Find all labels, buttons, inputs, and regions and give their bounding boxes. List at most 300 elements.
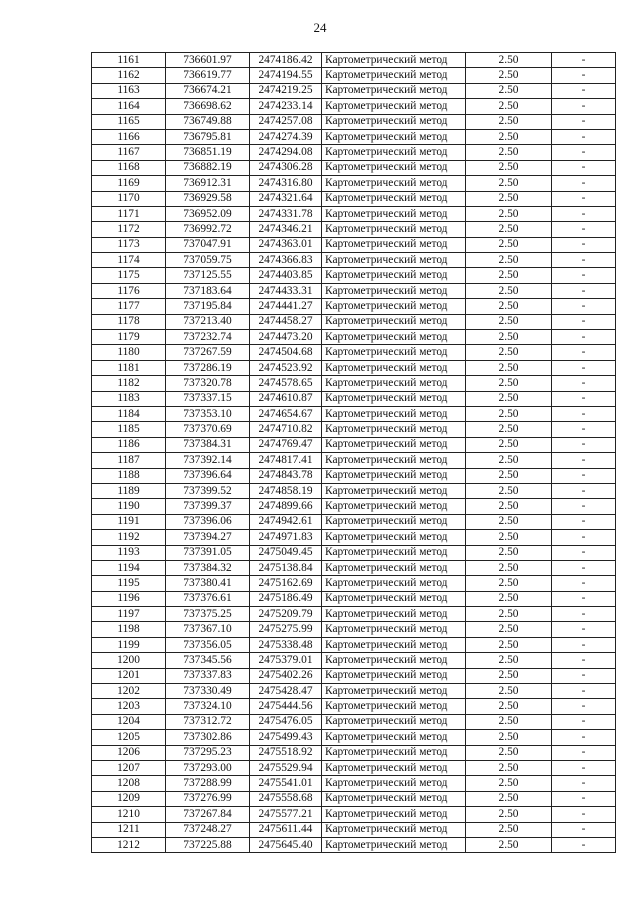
point-number-cell: 1161 — [92, 53, 166, 68]
x-coordinate-cell: 736619.77 — [166, 68, 250, 83]
accuracy-cell: 2.50 — [466, 591, 552, 606]
y-coordinate-cell: 2475428.47 — [250, 684, 322, 699]
x-coordinate-cell: 737394.27 — [166, 530, 250, 545]
accuracy-cell: 2.50 — [466, 807, 552, 822]
note-cell: - — [552, 176, 616, 191]
method-cell: Картометрический метод — [322, 406, 466, 421]
y-coordinate-cell: 2474321.64 — [250, 191, 322, 206]
x-coordinate-cell: 737396.64 — [166, 468, 250, 483]
method-cell: Картометрический метод — [322, 129, 466, 144]
accuracy-cell: 2.50 — [466, 684, 552, 699]
accuracy-cell: 2.50 — [466, 437, 552, 452]
accuracy-cell: 2.50 — [466, 360, 552, 375]
point-number-cell: 1177 — [92, 299, 166, 314]
table-row — [92, 499, 616, 514]
y-coordinate-cell: 2474233.14 — [250, 99, 322, 114]
x-coordinate-cell: 737370.69 — [166, 422, 250, 437]
point-number-cell: 1179 — [92, 330, 166, 345]
accuracy-cell: 2.50 — [466, 699, 552, 714]
accuracy-cell: 2.50 — [466, 330, 552, 345]
method-cell: Картометрический метод — [322, 545, 466, 560]
point-number-cell: 1167 — [92, 145, 166, 160]
table-row — [92, 237, 616, 252]
method-cell: Картометрический метод — [322, 422, 466, 437]
x-coordinate-cell: 737288.99 — [166, 776, 250, 791]
method-cell: Картометрический метод — [322, 776, 466, 791]
note-cell: - — [552, 668, 616, 683]
table-row — [92, 206, 616, 221]
x-coordinate-cell: 737337.83 — [166, 668, 250, 683]
table-row — [92, 191, 616, 206]
x-coordinate-cell: 737213.40 — [166, 314, 250, 329]
note-cell: - — [552, 730, 616, 745]
accuracy-cell: 2.50 — [466, 545, 552, 560]
x-coordinate-cell: 737367.10 — [166, 622, 250, 637]
method-cell: Картометрический метод — [322, 437, 466, 452]
table-row — [92, 330, 616, 345]
method-cell: Картометрический метод — [322, 206, 466, 221]
x-coordinate-cell: 737125.55 — [166, 268, 250, 283]
table-row — [92, 807, 616, 822]
table-row — [92, 622, 616, 637]
x-coordinate-cell: 736674.21 — [166, 83, 250, 98]
table-row — [92, 176, 616, 191]
method-cell: Картометрический метод — [322, 391, 466, 406]
x-coordinate-cell: 737267.59 — [166, 345, 250, 360]
y-coordinate-cell: 2474306.28 — [250, 160, 322, 175]
y-coordinate-cell: 2474899.66 — [250, 499, 322, 514]
note-cell: - — [552, 68, 616, 83]
point-number-cell: 1204 — [92, 714, 166, 729]
x-coordinate-cell: 736851.19 — [166, 145, 250, 160]
note-cell: - — [552, 684, 616, 699]
method-cell: Картометрический метод — [322, 68, 466, 83]
note-cell: - — [552, 483, 616, 498]
x-coordinate-cell: 737353.10 — [166, 406, 250, 421]
method-cell: Картометрический метод — [322, 314, 466, 329]
note-cell: - — [552, 191, 616, 206]
point-number-cell: 1199 — [92, 637, 166, 652]
point-number-cell: 1196 — [92, 591, 166, 606]
x-coordinate-cell: 737375.25 — [166, 607, 250, 622]
point-number-cell: 1193 — [92, 545, 166, 560]
point-number-cell: 1211 — [92, 822, 166, 837]
point-number-cell: 1194 — [92, 560, 166, 575]
accuracy-cell: 2.50 — [466, 607, 552, 622]
accuracy-cell: 2.50 — [466, 483, 552, 498]
y-coordinate-cell: 2474654.67 — [250, 406, 322, 421]
note-cell: - — [552, 283, 616, 298]
note-cell: - — [552, 776, 616, 791]
method-cell: Картометрический метод — [322, 253, 466, 268]
y-coordinate-cell: 2474363.01 — [250, 237, 322, 252]
y-coordinate-cell: 2475476.05 — [250, 714, 322, 729]
table-row — [92, 99, 616, 114]
method-cell: Картометрический метод — [322, 622, 466, 637]
accuracy-cell: 2.50 — [466, 99, 552, 114]
method-cell: Картометрический метод — [322, 684, 466, 699]
method-cell: Картометрический метод — [322, 607, 466, 622]
x-coordinate-cell: 736912.31 — [166, 176, 250, 191]
accuracy-cell: 2.50 — [466, 114, 552, 129]
method-cell: Картометрический метод — [322, 99, 466, 114]
table-row — [92, 653, 616, 668]
y-coordinate-cell: 2475275.99 — [250, 622, 322, 637]
x-coordinate-cell: 737293.00 — [166, 760, 250, 775]
table-row — [92, 699, 616, 714]
point-number-cell: 1176 — [92, 283, 166, 298]
method-cell: Картометрический метод — [322, 653, 466, 668]
accuracy-cell: 2.50 — [466, 376, 552, 391]
table-row — [92, 422, 616, 437]
point-number-cell: 1208 — [92, 776, 166, 791]
method-cell: Картометрический метод — [322, 160, 466, 175]
point-number-cell: 1201 — [92, 668, 166, 683]
accuracy-cell: 2.50 — [466, 653, 552, 668]
y-coordinate-cell: 2474294.08 — [250, 145, 322, 160]
x-coordinate-cell: 737376.61 — [166, 591, 250, 606]
table-row — [92, 483, 616, 498]
note-cell: - — [552, 237, 616, 252]
point-number-cell: 1180 — [92, 345, 166, 360]
point-number-cell: 1174 — [92, 253, 166, 268]
x-coordinate-cell: 736882.19 — [166, 160, 250, 175]
x-coordinate-cell: 737059.75 — [166, 253, 250, 268]
table-row — [92, 268, 616, 283]
note-cell: - — [552, 760, 616, 775]
accuracy-cell: 2.50 — [466, 514, 552, 529]
method-cell: Картометрический метод — [322, 745, 466, 760]
method-cell: Картометрический метод — [322, 530, 466, 545]
y-coordinate-cell: 2474257.08 — [250, 114, 322, 129]
y-coordinate-cell: 2474843.78 — [250, 468, 322, 483]
y-coordinate-cell: 2474194.55 — [250, 68, 322, 83]
point-number-cell: 1181 — [92, 360, 166, 375]
table-row — [92, 776, 616, 791]
note-cell: - — [552, 268, 616, 283]
method-cell: Картометрический метод — [322, 283, 466, 298]
method-cell: Картометрический метод — [322, 637, 466, 652]
method-cell: Картометрический метод — [322, 299, 466, 314]
y-coordinate-cell: 2475049.45 — [250, 545, 322, 560]
point-number-cell: 1182 — [92, 376, 166, 391]
accuracy-cell: 2.50 — [466, 776, 552, 791]
accuracy-cell: 2.50 — [466, 499, 552, 514]
method-cell: Картометрический метод — [322, 237, 466, 252]
table-row — [92, 222, 616, 237]
accuracy-cell: 2.50 — [466, 837, 552, 852]
x-coordinate-cell: 737320.78 — [166, 376, 250, 391]
method-cell: Картометрический метод — [322, 730, 466, 745]
point-number-cell: 1202 — [92, 684, 166, 699]
table-row — [92, 560, 616, 575]
x-coordinate-cell: 737267.84 — [166, 807, 250, 822]
note-cell: - — [552, 468, 616, 483]
accuracy-cell: 2.50 — [466, 453, 552, 468]
accuracy-cell: 2.50 — [466, 299, 552, 314]
page-number: 24 — [313, 20, 327, 35]
x-coordinate-cell: 737324.10 — [166, 699, 250, 714]
accuracy-cell: 2.50 — [466, 53, 552, 68]
y-coordinate-cell: 2475518.92 — [250, 745, 322, 760]
point-number-cell: 1187 — [92, 453, 166, 468]
accuracy-cell: 2.50 — [466, 283, 552, 298]
table-row — [92, 730, 616, 745]
point-number-cell: 1184 — [92, 406, 166, 421]
table-row — [92, 468, 616, 483]
point-number-cell: 1170 — [92, 191, 166, 206]
note-cell: - — [552, 607, 616, 622]
method-cell: Картометрический метод — [322, 560, 466, 575]
y-coordinate-cell: 2475499.43 — [250, 730, 322, 745]
point-number-cell: 1164 — [92, 99, 166, 114]
method-cell: Картометрический метод — [322, 83, 466, 98]
method-cell: Картометрический метод — [322, 576, 466, 591]
method-cell: Картометрический метод — [322, 145, 466, 160]
accuracy-cell: 2.50 — [466, 760, 552, 775]
accuracy-cell: 2.50 — [466, 745, 552, 760]
point-number-cell: 1172 — [92, 222, 166, 237]
point-number-cell: 1210 — [92, 807, 166, 822]
y-coordinate-cell: 2475209.79 — [250, 607, 322, 622]
table-row — [92, 129, 616, 144]
table-row — [92, 406, 616, 421]
accuracy-cell: 2.50 — [466, 129, 552, 144]
y-coordinate-cell: 2474346.21 — [250, 222, 322, 237]
point-number-cell: 1198 — [92, 622, 166, 637]
note-cell: - — [552, 699, 616, 714]
x-coordinate-cell: 737302.86 — [166, 730, 250, 745]
method-cell: Картометрический метод — [322, 114, 466, 129]
note-cell: - — [552, 714, 616, 729]
note-cell: - — [552, 360, 616, 375]
note-cell: - — [552, 253, 616, 268]
y-coordinate-cell: 2474610.87 — [250, 391, 322, 406]
point-number-cell: 1207 — [92, 760, 166, 775]
accuracy-cell: 2.50 — [466, 268, 552, 283]
accuracy-cell: 2.50 — [466, 176, 552, 191]
method-cell: Картометрический метод — [322, 807, 466, 822]
y-coordinate-cell: 2474441.27 — [250, 299, 322, 314]
point-number-cell: 1162 — [92, 68, 166, 83]
table-row — [92, 299, 616, 314]
point-number-cell: 1192 — [92, 530, 166, 545]
x-coordinate-cell: 737183.64 — [166, 283, 250, 298]
accuracy-cell: 2.50 — [466, 391, 552, 406]
note-cell: - — [552, 545, 616, 560]
note-cell: - — [552, 330, 616, 345]
method-cell: Картометрический метод — [322, 699, 466, 714]
note-cell: - — [552, 837, 616, 852]
point-number-cell: 1191 — [92, 514, 166, 529]
method-cell: Картометрический метод — [322, 268, 466, 283]
note-cell: - — [552, 622, 616, 637]
table-row — [92, 283, 616, 298]
point-number-cell: 1166 — [92, 129, 166, 144]
point-number-cell: 1205 — [92, 730, 166, 745]
method-cell: Картометрический метод — [322, 499, 466, 514]
accuracy-cell: 2.50 — [466, 222, 552, 237]
table-row — [92, 668, 616, 683]
accuracy-cell: 2.50 — [466, 345, 552, 360]
table-row — [92, 745, 616, 760]
note-cell: - — [552, 222, 616, 237]
note-cell: - — [552, 653, 616, 668]
method-cell: Картометрический метод — [322, 591, 466, 606]
note-cell: - — [552, 376, 616, 391]
note-cell: - — [552, 514, 616, 529]
table-row — [92, 360, 616, 375]
x-coordinate-cell: 737391.05 — [166, 545, 250, 560]
table-row — [92, 714, 616, 729]
point-number-cell: 1188 — [92, 468, 166, 483]
coordinates-table-body — [92, 53, 616, 853]
note-cell: - — [552, 145, 616, 160]
y-coordinate-cell: 2475138.84 — [250, 560, 322, 575]
note-cell: - — [552, 160, 616, 175]
y-coordinate-cell: 2475611.44 — [250, 822, 322, 837]
accuracy-cell: 2.50 — [466, 206, 552, 221]
y-coordinate-cell: 2474274.39 — [250, 129, 322, 144]
point-number-cell: 1203 — [92, 699, 166, 714]
note-cell: - — [552, 206, 616, 221]
y-coordinate-cell: 2474858.19 — [250, 483, 322, 498]
point-number-cell: 1168 — [92, 160, 166, 175]
method-cell: Картометрический метод — [322, 668, 466, 683]
method-cell: Картометрический метод — [322, 345, 466, 360]
table-row — [92, 160, 616, 175]
table-row — [92, 391, 616, 406]
point-number-cell: 1183 — [92, 391, 166, 406]
x-coordinate-cell: 737392.14 — [166, 453, 250, 468]
table-row — [92, 437, 616, 452]
accuracy-cell: 2.50 — [466, 191, 552, 206]
note-cell: - — [552, 576, 616, 591]
point-number-cell: 1163 — [92, 83, 166, 98]
x-coordinate-cell: 737286.19 — [166, 360, 250, 375]
accuracy-cell: 2.50 — [466, 714, 552, 729]
note-cell: - — [552, 499, 616, 514]
table-row — [92, 114, 616, 129]
x-coordinate-cell: 737345.56 — [166, 653, 250, 668]
accuracy-cell: 2.50 — [466, 253, 552, 268]
table-row — [92, 376, 616, 391]
x-coordinate-cell: 737337.15 — [166, 391, 250, 406]
note-cell: - — [552, 453, 616, 468]
x-coordinate-cell: 736601.97 — [166, 53, 250, 68]
x-coordinate-cell: 737399.37 — [166, 499, 250, 514]
accuracy-cell: 2.50 — [466, 530, 552, 545]
table-row — [92, 83, 616, 98]
point-number-cell: 1165 — [92, 114, 166, 129]
point-number-cell: 1195 — [92, 576, 166, 591]
note-cell: - — [552, 807, 616, 822]
y-coordinate-cell: 2474971.83 — [250, 530, 322, 545]
table-row — [92, 822, 616, 837]
accuracy-cell: 2.50 — [466, 791, 552, 806]
note-cell: - — [552, 560, 616, 575]
x-coordinate-cell: 736749.88 — [166, 114, 250, 129]
y-coordinate-cell: 2475558.68 — [250, 791, 322, 806]
method-cell: Картометрический метод — [322, 760, 466, 775]
method-cell: Картометрический метод — [322, 514, 466, 529]
accuracy-cell: 2.50 — [466, 68, 552, 83]
y-coordinate-cell: 2475402.26 — [250, 668, 322, 683]
table-row — [92, 760, 616, 775]
y-coordinate-cell: 2474710.82 — [250, 422, 322, 437]
note-cell: - — [552, 314, 616, 329]
method-cell: Картометрический метод — [322, 837, 466, 852]
y-coordinate-cell: 2474316.80 — [250, 176, 322, 191]
note-cell: - — [552, 745, 616, 760]
accuracy-cell: 2.50 — [466, 622, 552, 637]
accuracy-cell: 2.50 — [466, 576, 552, 591]
point-number-cell: 1186 — [92, 437, 166, 452]
point-number-cell: 1178 — [92, 314, 166, 329]
table-row — [92, 576, 616, 591]
note-cell: - — [552, 99, 616, 114]
y-coordinate-cell: 2475186.49 — [250, 591, 322, 606]
x-coordinate-cell: 736929.58 — [166, 191, 250, 206]
x-coordinate-cell: 737330.49 — [166, 684, 250, 699]
table-row — [92, 637, 616, 652]
accuracy-cell: 2.50 — [466, 160, 552, 175]
x-coordinate-cell: 737384.31 — [166, 437, 250, 452]
method-cell: Картометрический метод — [322, 376, 466, 391]
y-coordinate-cell: 2474578.65 — [250, 376, 322, 391]
note-cell: - — [552, 53, 616, 68]
note-cell: - — [552, 591, 616, 606]
point-number-cell: 1200 — [92, 653, 166, 668]
y-coordinate-cell: 2474366.83 — [250, 253, 322, 268]
y-coordinate-cell: 2474942.61 — [250, 514, 322, 529]
table-row — [92, 314, 616, 329]
note-cell: - — [552, 437, 616, 452]
method-cell: Картометрический метод — [322, 360, 466, 375]
accuracy-cell: 2.50 — [466, 822, 552, 837]
method-cell: Картометрический метод — [322, 176, 466, 191]
x-coordinate-cell: 737195.84 — [166, 299, 250, 314]
y-coordinate-cell: 2474433.31 — [250, 283, 322, 298]
y-coordinate-cell: 2475577.21 — [250, 807, 322, 822]
point-number-cell: 1190 — [92, 499, 166, 514]
table-row — [92, 53, 616, 68]
x-coordinate-cell: 737047.91 — [166, 237, 250, 252]
accuracy-cell: 2.50 — [466, 637, 552, 652]
table-row — [92, 68, 616, 83]
x-coordinate-cell: 737356.05 — [166, 637, 250, 652]
point-number-cell: 1175 — [92, 268, 166, 283]
y-coordinate-cell: 2474186.42 — [250, 53, 322, 68]
point-number-cell: 1212 — [92, 837, 166, 852]
x-coordinate-cell: 737232.74 — [166, 330, 250, 345]
table-row — [92, 514, 616, 529]
note-cell: - — [552, 530, 616, 545]
y-coordinate-cell: 2474523.92 — [250, 360, 322, 375]
table-row — [92, 684, 616, 699]
method-cell: Картометрический метод — [322, 222, 466, 237]
y-coordinate-cell: 2474504.68 — [250, 345, 322, 360]
coordinates-table — [91, 52, 616, 853]
table-row — [92, 253, 616, 268]
accuracy-cell: 2.50 — [466, 145, 552, 160]
y-coordinate-cell: 2474817.41 — [250, 453, 322, 468]
table-row — [92, 345, 616, 360]
note-cell: - — [552, 822, 616, 837]
table-row — [92, 791, 616, 806]
note-cell: - — [552, 129, 616, 144]
accuracy-cell: 2.50 — [466, 422, 552, 437]
